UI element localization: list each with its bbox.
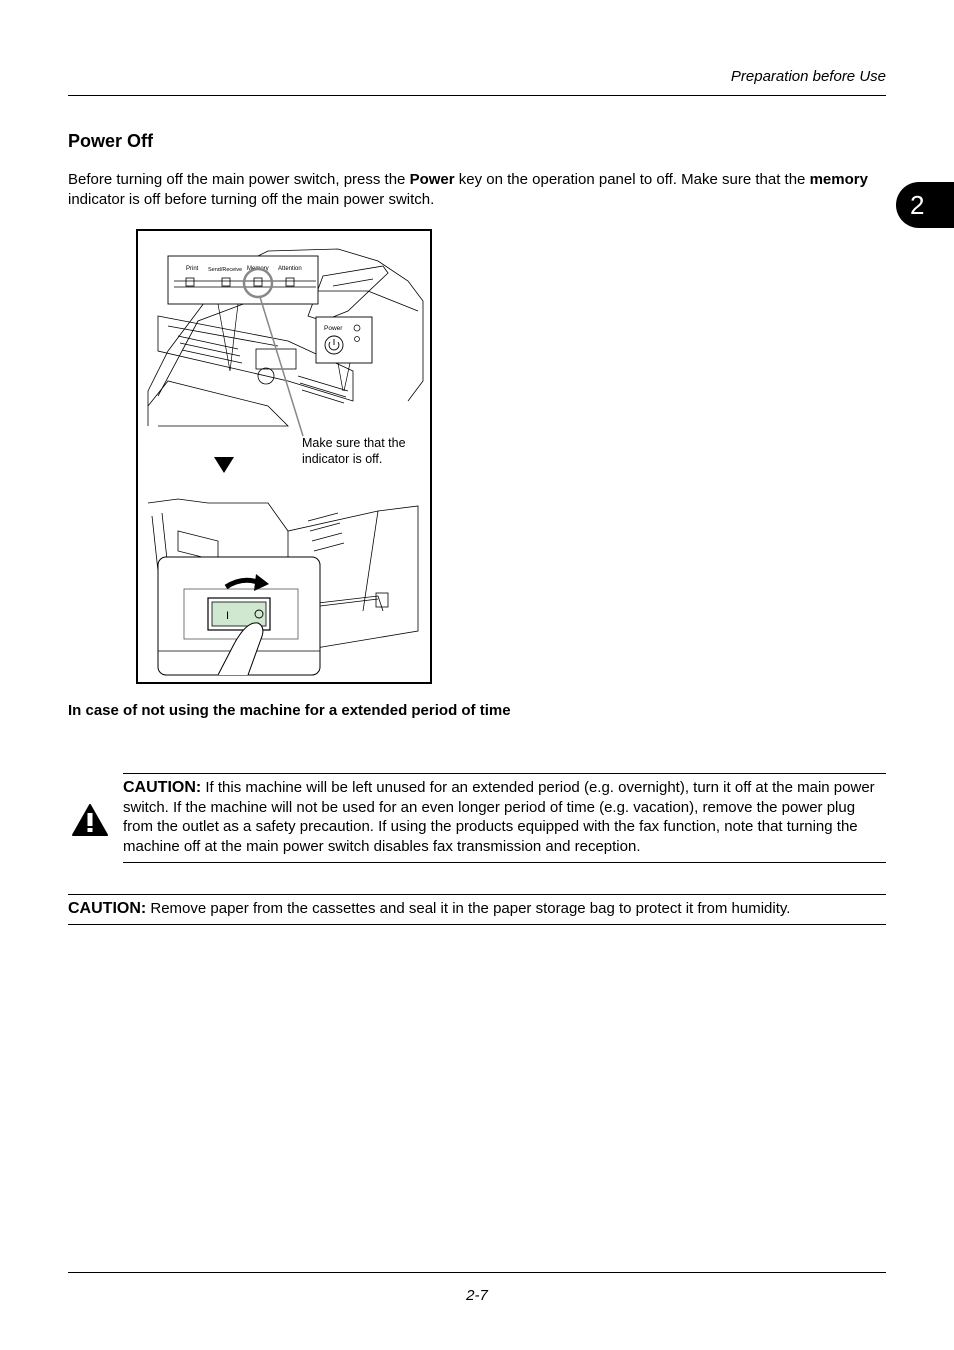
intro-text-2: key on the operation panel to off. Make sure that the [454, 171, 810, 188]
intro-bold-memory: memory [809, 171, 868, 188]
callout-line-1: Make sure that the [302, 436, 406, 450]
header-section-title: Preparation before Use [730, 68, 886, 85]
down-arrow-icon [214, 457, 234, 473]
caution1-bottom-rule [123, 862, 886, 863]
page-number: 2-7 [466, 1287, 488, 1304]
footer-rule [68, 1272, 886, 1273]
power-label: Power [324, 325, 343, 332]
section-title: Power Off [68, 131, 154, 151]
panel-label-memory: Memory [247, 266, 269, 272]
warning-triangle-icon [72, 804, 108, 836]
intro-bold-power: Power [409, 171, 455, 188]
intro-text-1: Before turning off the main power switch, press the [68, 171, 410, 188]
intro-text-3: indicator is off before turning off the main power switch. [68, 190, 435, 208]
main-power-switch [212, 602, 266, 626]
caution2-bottom-rule [68, 924, 886, 925]
switch-on-mark: I [226, 610, 230, 622]
callout-line-2: indicator is off. [302, 452, 383, 466]
power-off-illustration [136, 229, 432, 684]
panel-label-attention: Attention [278, 266, 302, 272]
caution1-text: If this machine will be left unused for an extended period (e.g. overnight), turn it off at the main power switch. If the machine will not be used for an even longer period of time (e.g. vacation), remove the power plug from the outlet as a safety precaution. If using the products equipped with the fax function, note that turning the machine off at the main power switch disables fax transmission and reception. [123, 779, 875, 855]
callout-text [302, 435, 422, 467]
caution1-top-rule [123, 773, 886, 774]
header-rule [68, 95, 886, 96]
caution2-label: CAUTION: [68, 900, 147, 917]
caution-note-2 [68, 899, 886, 919]
panel-label-send-receive: Send/Receive [208, 267, 243, 273]
intro-paragraph [68, 170, 886, 209]
caution-note-1 [123, 778, 886, 856]
caution2-top-rule [68, 894, 886, 895]
caution1-label: CAUTION: [123, 779, 202, 796]
caution2-text: Remove paper from the cassettes and seal it in the paper storage bag to protect it from humidity. [146, 900, 791, 917]
panel-label-print: Print [186, 266, 199, 272]
chapter-tab: 2 [896, 182, 954, 228]
subheading: In case of not using the machine for a extended period of time [68, 702, 511, 719]
